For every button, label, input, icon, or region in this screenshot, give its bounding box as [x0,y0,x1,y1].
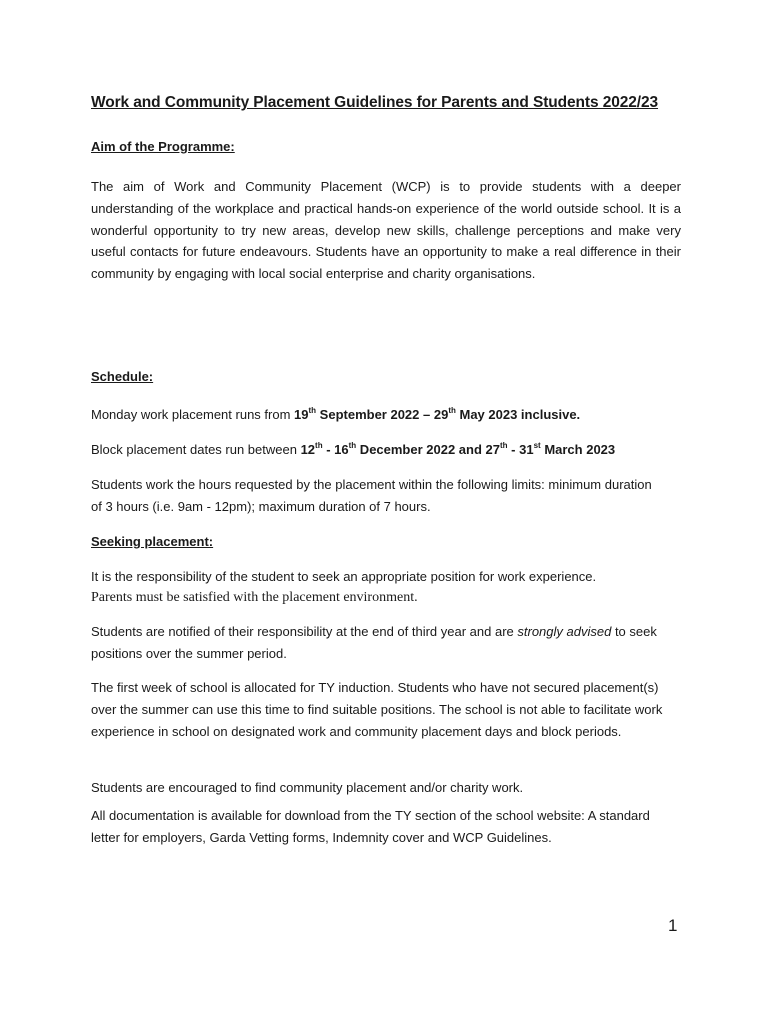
document-title: Work and Community Placement Guidelines for Parents and Students 2022/23 [91,94,659,111]
aim-paragraph: The aim of Work and Community Placement (WCP) is to provide students with a deeper understanding of the workplace and practical hands-on experience of the world outside school. It is a wonderful opportunity to try new areas, develop new skills, challenge perceptions and make very useful contacts for future endeavours. Students have an opportunity to make a real difference in their community by engaging with local social enterprise and charity organisations. [91,179,681,282]
seeking-heading: Seeking placement: [91,534,214,549]
schedule-heading: Schedule: [91,369,154,384]
induction-paragraph: The first week of school is allocated for TY induction. Students who have not secured placement(s) over the summer can use this time to find suitable positions. The school is not able to facilitate work experience in school on designated work and community placement days and block periods. [91,680,663,739]
documentation-paragraph: All documentation is available for download from the TY section of the school website: A standard letter for employers, Garda Vetting forms, Indemnity cover and WCP Guidelines. [91,808,650,845]
aim-heading: Aim of the Programme: [91,139,235,154]
notified-paragraph: Students are notified of their responsibility at the end of third year and are strongly advised to seek positions over the summer period. [91,624,657,661]
block-placement-text: Block placement dates run between 12th - 16th December 2022 and 27th - 31st March 2023 [91,440,616,457]
hours-paragraph: Students work the hours requested by the placement within the following limits: minimum duration of 3 hours (i.e. 9am - 12pm); maximum duration of 7 hours. [91,477,652,514]
community-work-line: Students are encouraged to find community placement and/or charity work. [91,780,524,795]
seeking-responsibility-line: It is the responsibility of the student to seek an appropriate position for work experience. [91,569,597,584]
parents-satisfied-line: Parents must be satisfied with the placement environment. [91,590,418,605]
monday-placement-text: Monday work placement runs from 19th September 2022 – 29th May 2023 inclusive. [91,405,581,422]
page-number: 1 [668,916,678,935]
